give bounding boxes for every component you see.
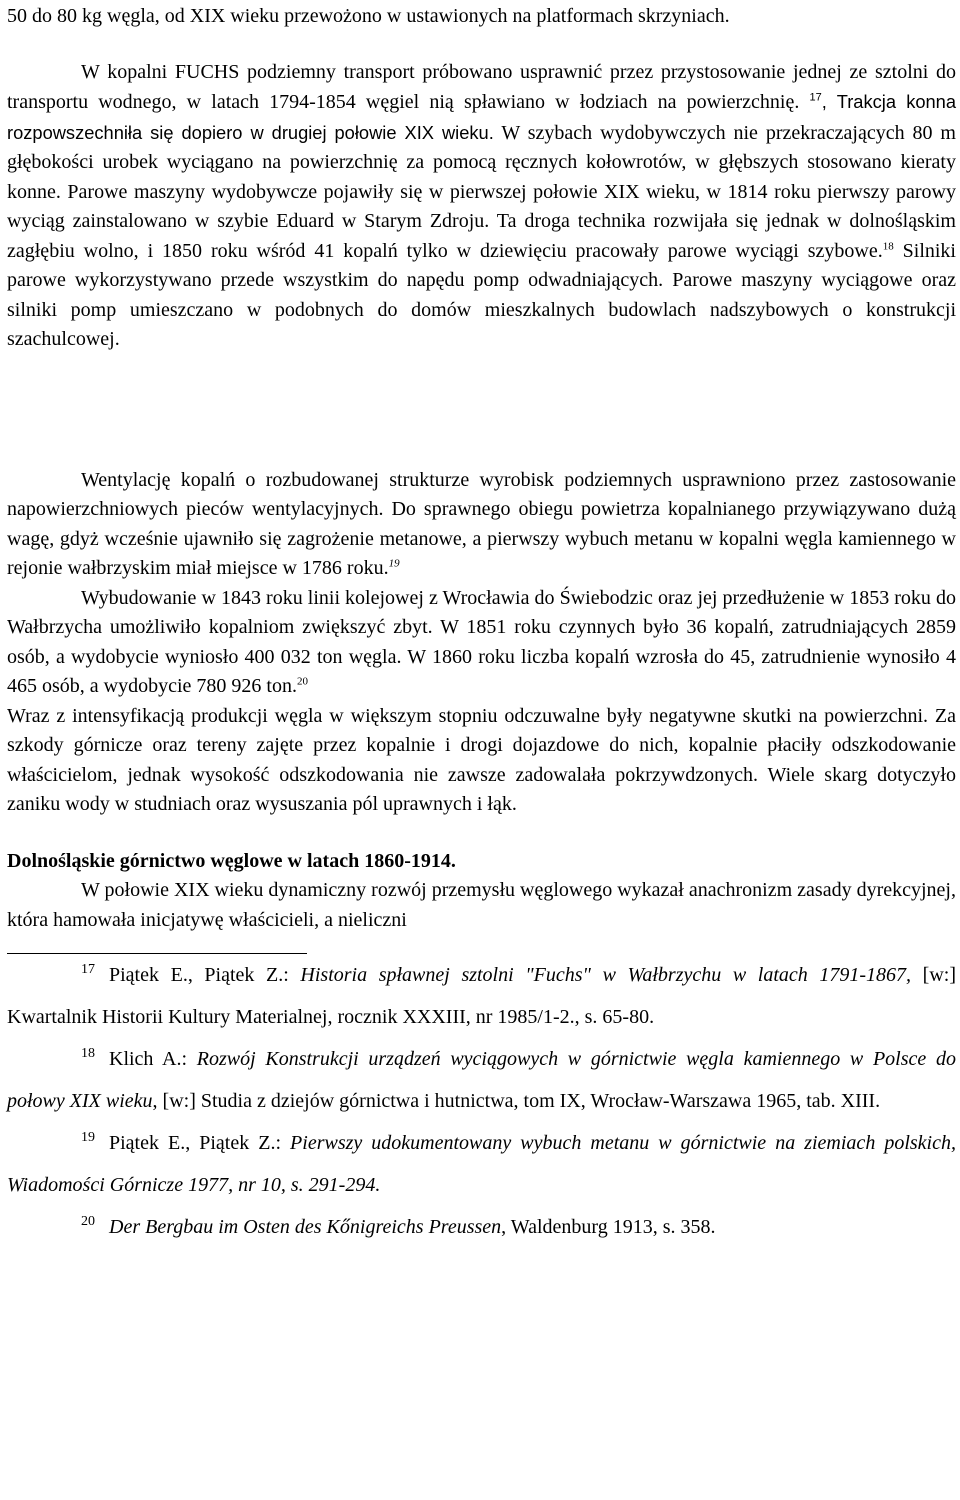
paragraph-damage (7, 702, 956, 820)
paragraph-text: Parowe maszyny wyciągowe oraz silniki pomp umieszczano w podobnych do domów mieszkalnych budowlach nadszybowych o konstrukcji szachulcowej. (7, 269, 956, 350)
paragraph-text: Silniki parowe wykorzystywano przede wszystkim do napędu pomp odwadniających. (7, 239, 956, 291)
footnote-20 (7, 1206, 956, 1248)
footnote-title: Historia spławnej sztolni "Fuchs" w Wałbrzychu w latach 1791-1867, (300, 964, 912, 986)
paragraph-text-sans: , Trakcja konna rozpowszechniła się dopiero w drugiej połowie XIX wieku. (7, 91, 957, 143)
footnote-author: Piątek E., Piątek Z.: (109, 964, 301, 986)
footnote-ref-18[interactable]: 18 (882, 239, 894, 252)
paragraph-text: W kopalni FUCHS podziemny transport próbowano usprawnić przez przystosowanie jednej ze sztolni do transportu wodnego, w latach 1794-1854 węgiel nią spławiano w łodziach na powierzchnię. (7, 60, 956, 113)
paragraph-railway (7, 584, 956, 702)
paragraph-text: Wraz z intensyfikacją produkcji węgla w większym stopniu odczuwalne były negatywne skutki na powierzchni. Za szkody górnicze oraz tereny zajęte przez kopalnie i drogi dojazdowe do nich, kopalnie płaciły odszkodowanie właścicielom, jednak wysokość odszkodowania nie zawsze zadowalała pokrzywdzonych. Wiele skarg dotyczyło zaniku wody w studniach oraz wysuszania pól uprawnych i łąk. (7, 704, 956, 815)
footnote-ref-20[interactable]: 20 (296, 675, 308, 688)
footnote-18 (7, 1038, 956, 1122)
paragraph-text: Wentylację kopalń o rozbudowanej strukturze wyrobisk podziemnych usprawniono przez zastosowanie napowierzchniowych pieców wentylacyjnych. Do sprawnego obiegu powietrza kopalnianego przywiązywano dużą wagę, gdyż wcześnie ujawniło się zagrożenie metanowe, a pierwszy wybuch metanu w kopalni węgla kamiennego w rejonie wałbrzyskim miał miejsce w 1786 roku. (7, 468, 956, 579)
footnote-source: , [w:] Studia z dziejów górnictwa i hutnictwa, tom IX, Wrocław-Warszawa 1965, tab. XIII. (152, 1090, 881, 1112)
footnote-title: Rozwój Konstrukcji urządzeń wyciągowych w górnictwie węgla kamiennego w Polsce do połowy XIX wieku (7, 1048, 956, 1112)
paragraph-text: W szybach wydobywczych nie przekraczających 80 m głębokości urobek wyciągano na powierzchnię za pomocą ręcznych kołowrotów, w głębszych stosowano kieraty konne. Parowe maszyny wydobywcze pojawiły się w pierwszej połowie XIX wieku, w 1814 roku pierwszy parowy wyciąg zainstalowano w szybie Eduard w Starym Zdroju. (7, 121, 956, 232)
footnote-source: , Waldenburg 1913, s. 358. (501, 1216, 716, 1238)
footnote-number: 20 (81, 1214, 95, 1230)
paragraph-text: Wybudowanie w 1843 roku linii kolejowej z Wrocławia do Świebodzic oraz jej przedłużenie w 1853 roku do Wałbrzycha umożliwiło kopalniom zwiększyć zbyt. W 1851 roku czynnych było 36 kopalń, zatrudniających 2859 osób, a wydobycie wyniosło 400 032 ton węgla. W 1860 roku liczba kopalń wzrosła do 45, zatrudnienie wynosiło 4 465 osób, a wydobycie 780 926 ton. (7, 586, 956, 697)
footnote-title: Der Bergbau im Osten des Kőnigreichs Preussen (109, 1216, 502, 1238)
footnote-title: Pierwszy udokumentowany wybuch metanu w górnictwie na ziemiach polskich, Wiadomości Górnicze 1977, nr 10, s. 291-294. (7, 1132, 956, 1196)
footnote-number: 17 (81, 962, 95, 978)
footnote-ref-17[interactable]: 17 (809, 91, 822, 104)
spacer (7, 820, 956, 847)
paragraph-text: Ta droga technika rozwijała się jednak w dolnośląskim zagłębiu wolno, i 1850 roku wśród 41 kopalń tylko w dziewięciu pracowały parowe wyciągi szybowe. (7, 210, 956, 262)
footnotes (7, 954, 956, 1248)
footnote-source: [w:] Kwartalnik Historii Kultury Materialnej, rocznik XXXIII, nr 1985/1-2., s. 65-80. (7, 964, 956, 1028)
paragraph-text: 50 do 80 kg węgla, od XIX wieku przewożono w ustawionych na platformach skrzyniach. (7, 5, 730, 27)
footnote-author: Klich A.: (109, 1048, 197, 1070)
footnote-ref-19[interactable]: 19 (388, 557, 400, 570)
footnote-author: Piątek E., Piątek Z.: (109, 1132, 291, 1154)
footnote-number: 19 (81, 1130, 95, 1146)
paragraph-mid-century (7, 876, 956, 935)
footnote-number: 18 (81, 1046, 95, 1062)
footnote-17 (7, 954, 956, 1038)
footnote-19 (7, 1122, 956, 1206)
paragraph-transport (7, 58, 956, 355)
paragraph-ventilation (7, 466, 956, 584)
paragraph-text: W połowie XIX wieku dynamiczny rozwój przemysłu węglowego wykazał anachronizm zasady dyrekcyjnej, która hamowała inicjatywę właścicieli, a nieliczni (7, 879, 956, 931)
spacer (7, 32, 956, 58)
spacer (7, 355, 956, 466)
paragraph-continuation (7, 2, 956, 32)
section-heading: Dolnośląskie górnictwo węglowe w latach 1860-1914. (7, 849, 456, 872)
